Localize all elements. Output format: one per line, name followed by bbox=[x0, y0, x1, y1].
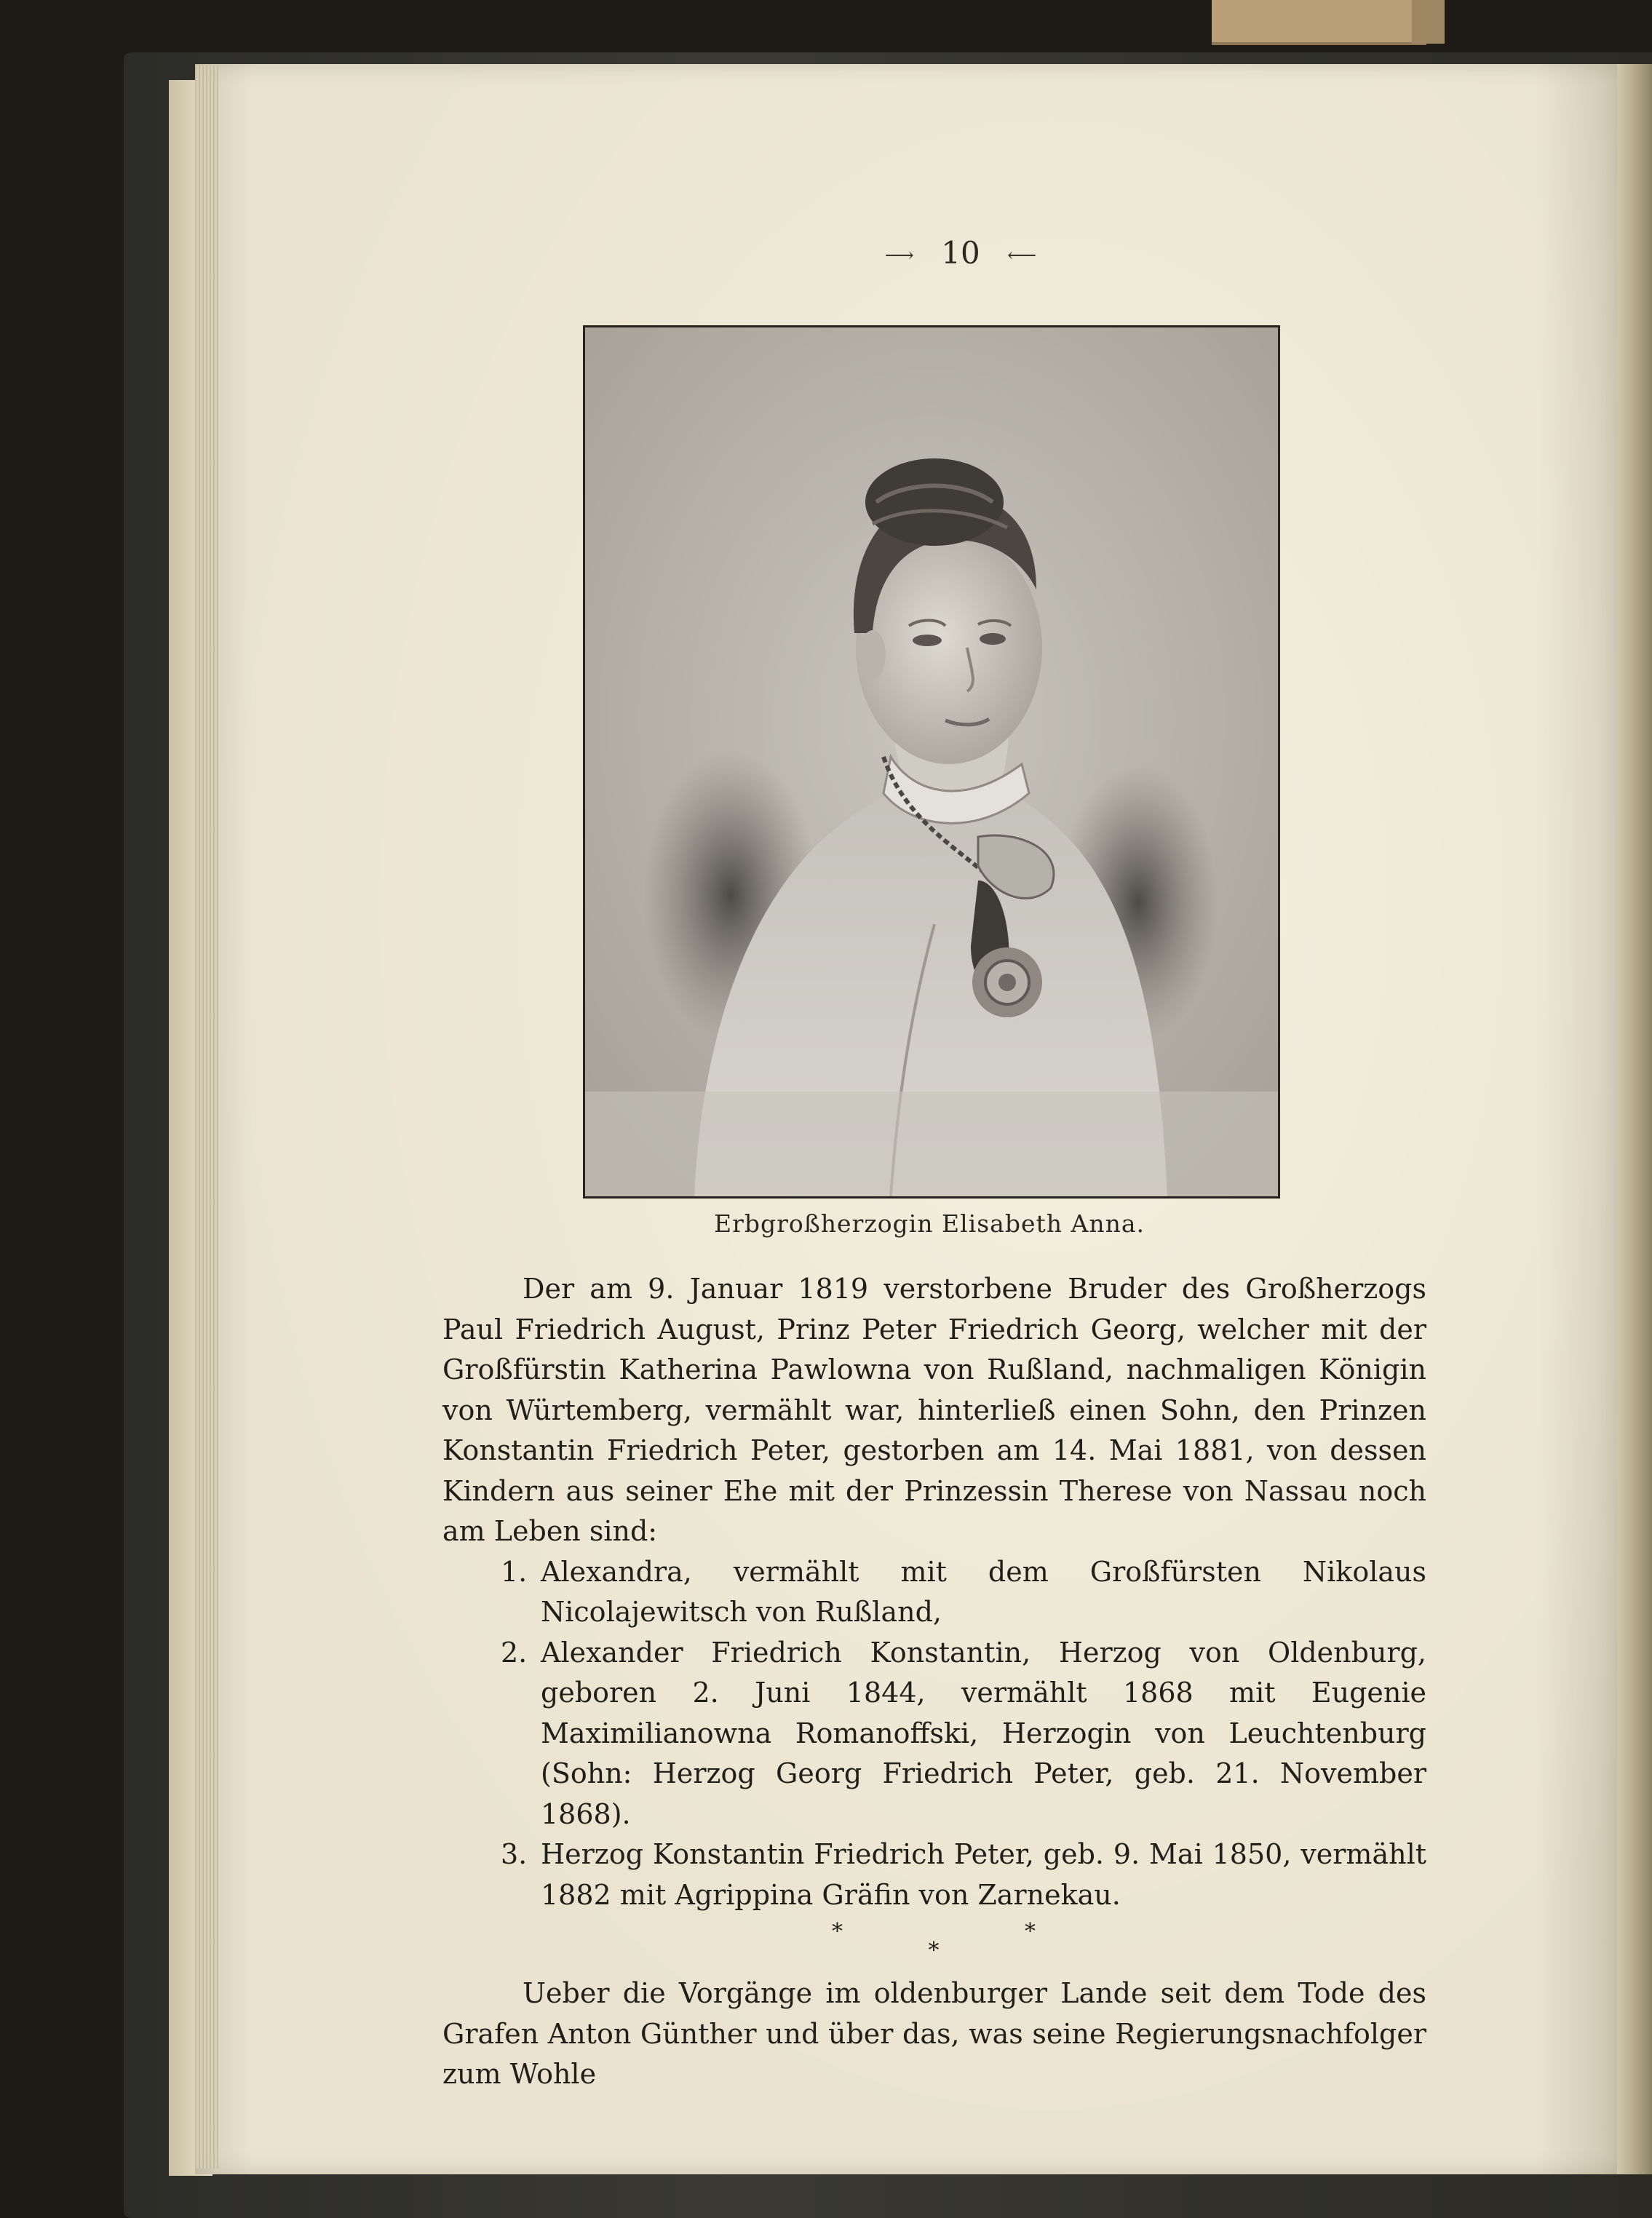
list-item bbox=[442, 1633, 1426, 1835]
list-number: 2. bbox=[501, 1636, 528, 1669]
page-header bbox=[851, 231, 1070, 275]
separator-star: * bbox=[1025, 1919, 1038, 1944]
list-number: 3. bbox=[501, 1838, 528, 1870]
section-separator bbox=[442, 1915, 1426, 1973]
ornament-right-icon: ⟵ bbox=[1007, 243, 1037, 267]
list-number: 1. bbox=[501, 1555, 528, 1588]
bookmark-tab-edge bbox=[1412, 0, 1445, 44]
separator-star: * bbox=[831, 1919, 844, 1944]
children-list bbox=[442, 1552, 1426, 1916]
list-text: Herzog Konstantin Friedrich Peter, geb. 9. Mai 1850, vermählt 1882 mit Agrippina Gräfin von Zarnekau. bbox=[541, 1838, 1426, 1911]
portrait-engraving bbox=[585, 327, 1278, 1196]
paragraph: Der am 9. Januar 1819 verstorbene Bruder des Großherzogs Paul Friedrich August, Prinz Peter Friedrich Georg, welcher mit der Großfürstin Katherina Pawlowna von Rußland, nachmaligen Königin von Würtemberg, vermählt war, hinterließ einen Sohn, den Prinzen Konstantin Friedrich Peter, gestorben am 14. Mai 1881, von dessen Kindern aus seiner Ehe mit der Prinzessin Therese von Nassau noch am Leben sind: bbox=[442, 1273, 1426, 1547]
list-text: Alexander Friedrich Konstantin, Herzog von Oldenburg, geboren 2. Juni 1844, vermählt 1868 mit Eugenie Maximilianowna Romanoffski, Herzogin von Leuchtenburg (Sohn: Herzog Georg Friedrich Peter, geb. 21. November 1868). bbox=[541, 1636, 1426, 1830]
body-text bbox=[442, 1269, 1426, 2095]
portrait-image bbox=[583, 325, 1280, 1199]
paragraph: Ueber die Vorgänge im oldenburger Lande seit dem Tode des Grafen Anton Günther und über das, was seine Regierungsnachfolger zum Wohle bbox=[442, 1977, 1426, 2090]
bookmark-tab bbox=[1212, 0, 1426, 45]
page-number: 10 bbox=[941, 235, 980, 271]
separator-star: * bbox=[928, 1938, 941, 1963]
figure-caption: Erbgroßherzogin Elisabeth Anna. bbox=[714, 1209, 1145, 1238]
page-gutter bbox=[196, 65, 218, 2169]
list-item bbox=[442, 1552, 1426, 1633]
page-stack-right bbox=[1617, 64, 1652, 2174]
list-item bbox=[442, 1835, 1426, 1915]
ornament-left-icon: ⟶ bbox=[884, 243, 914, 267]
list-text: Alexandra, vermählt mit dem Großfürsten Nikolaus Nicolajewitsch von Rußland, bbox=[541, 1555, 1426, 1628]
